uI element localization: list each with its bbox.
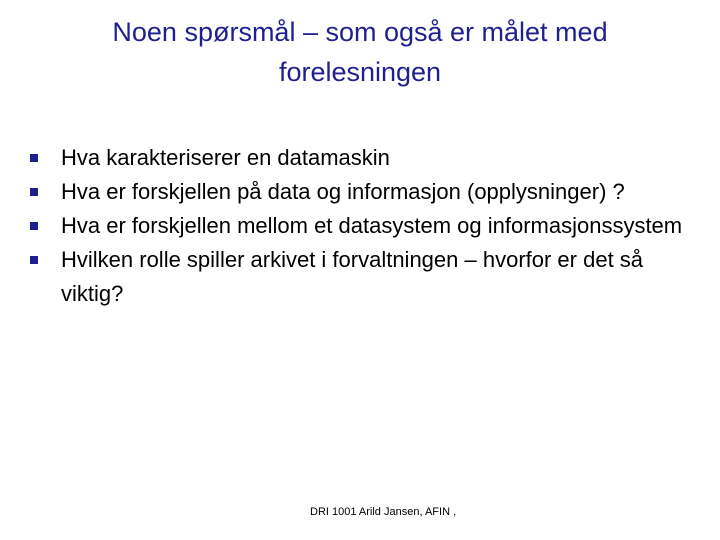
- square-bullet-icon: [30, 154, 38, 162]
- bullet-text: Hva er forskjellen mellom et datasystem og informasjonssystem: [61, 213, 683, 238]
- square-bullet-icon: [30, 222, 38, 230]
- bullet-text: Hva karakteriserer en datamaskin: [61, 145, 390, 170]
- bullet-text: Hvilken rolle spiller arkivet i forvaltningen – hvorfor er det så viktig?: [61, 247, 644, 306]
- bullet-item: [0, 209, 720, 243]
- bullet-list: [0, 141, 720, 311]
- square-bullet-icon: [30, 256, 38, 264]
- slide-title: Noen spørsmål – som også er målet med forelesningen: [112, 17, 608, 87]
- bullet-item: [0, 141, 720, 175]
- square-bullet-icon: [30, 188, 38, 196]
- bullet-text: Hva er forskjellen på data og informasjon (opplysninger) ?: [61, 179, 625, 204]
- bullet-item: [0, 243, 720, 311]
- slide-footer: DRI 1001 Arild Jansen, AFIN ,: [310, 506, 457, 518]
- bullet-item: [0, 175, 720, 209]
